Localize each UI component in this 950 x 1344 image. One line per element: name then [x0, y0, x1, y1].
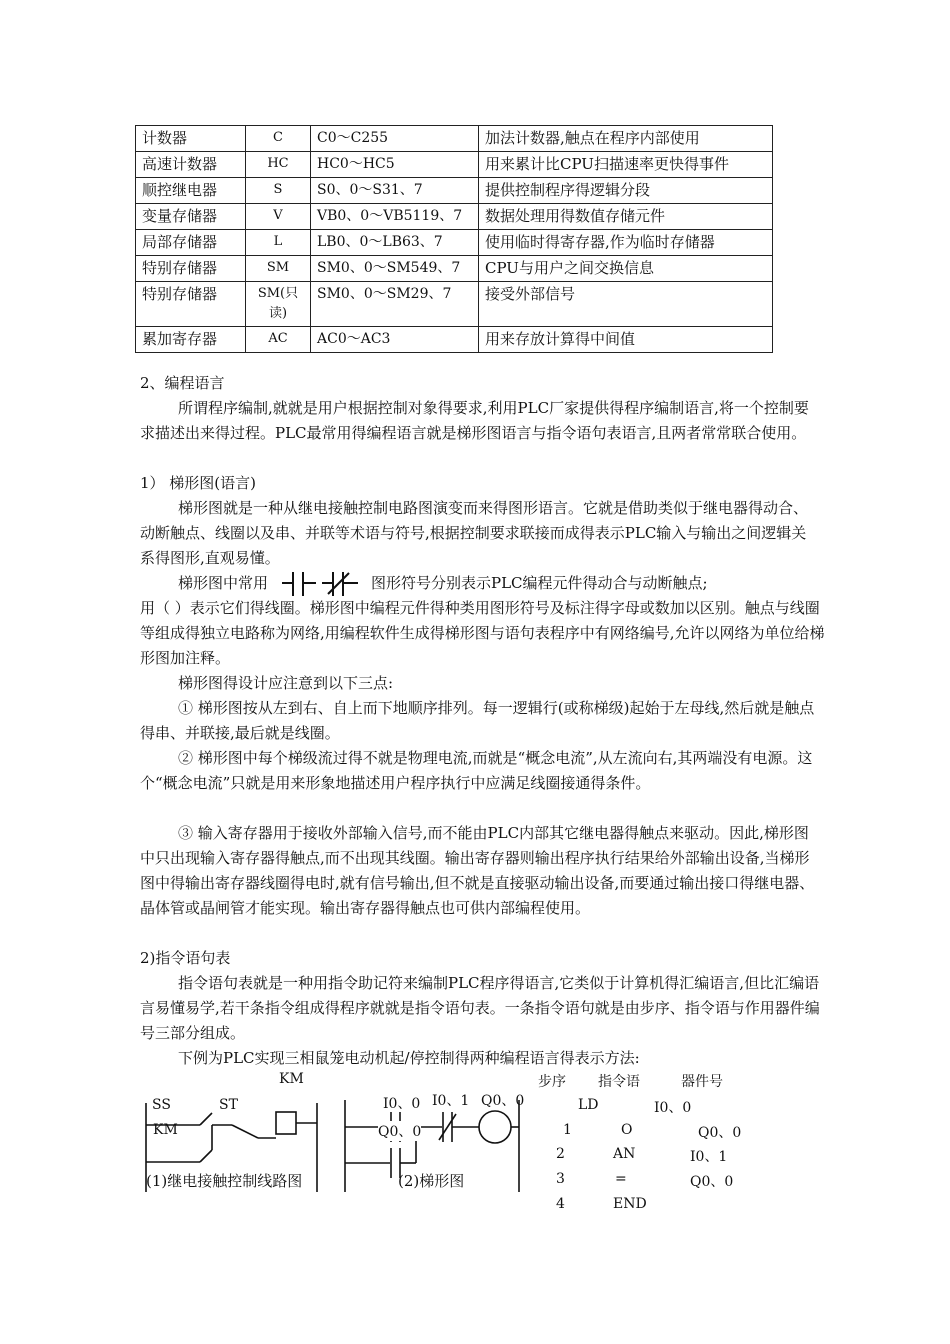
memory-type-cell: 局部存储器 [136, 230, 246, 256]
table-row [136, 204, 773, 230]
memory-type-cell: 高速计数器 [136, 152, 246, 178]
memory-type-cell: 特别存储器 [136, 282, 246, 327]
stl-row-operand: I0、0 [654, 1100, 692, 1116]
memory-description-cell: 接受外部信号 [479, 282, 773, 327]
memory-description-cell: 加法计数器,触点在程序内部使用 [479, 126, 773, 152]
memory-type-cell: 累加寄存器 [136, 327, 246, 353]
relay-km-label: KM [279, 1071, 304, 1087]
memory-range-cell: AC0～AC3 [311, 327, 479, 353]
stl-row-step: 3 [556, 1171, 565, 1187]
ss-switch [200, 1113, 212, 1125]
memory-type-cell: 计数器 [136, 126, 246, 152]
ladder-i01-label: I0、1 [432, 1093, 470, 1109]
memory-range-cell: SM0、0～SM549、7 [311, 256, 479, 282]
paragraph-intro: 所谓程序编制,就就是用户根据控制对象得要求,利用PLC厂家提供得程序编制语言,将一个控制要求描述出来得过程。PLC最常用得编程语言就是梯形图语言与指令语句表语言,且两者常常联合使用。 [140, 399, 809, 442]
memory-description-cell: 使用临时得寄存器,作为临时存储器 [479, 230, 773, 256]
relay-km-contact-label: KM [153, 1122, 178, 1138]
memory-type-cell: 特别存储器 [136, 256, 246, 282]
design-point-1: ① 梯形图按从左到右、自上而下地顺序排列。每一逻辑行(或称梯级)起始于左母线,然后就是触点得串、并联接,最后就是线圈。 [140, 699, 815, 742]
memory-description-cell: 用来存放计算得中间值 [479, 327, 773, 353]
table-row [136, 230, 773, 256]
memory-range-cell: LB0、0～LB63、7 [311, 230, 479, 256]
stl-row-instr: LD [578, 1097, 599, 1113]
q00-coil [479, 1111, 511, 1143]
memory-symbol-cell: L [246, 230, 311, 256]
stl-header-step: 步序 [538, 1074, 566, 1090]
memory-symbol-cell: V [246, 204, 311, 230]
i01-nc-slash [439, 1114, 456, 1140]
st-switch [232, 1125, 258, 1138]
ladder-caption: (2)梯形图 [398, 1172, 465, 1190]
memory-symbol-cell: SM(只读) [246, 282, 311, 327]
memory-description-cell: 提供控制程序得逻辑分段 [479, 178, 773, 204]
stl-row-step: 2 [556, 1146, 565, 1162]
table-row [136, 126, 773, 152]
memory-symbol-cell: C [246, 126, 311, 152]
memory-table [135, 125, 773, 353]
ladder-i00-label: I0、0 [383, 1096, 421, 1112]
memory-description-cell: 数据处理用得数值存储元件 [479, 204, 773, 230]
design-notes-title: 梯形图得设计应注意到以下三点: [178, 674, 394, 692]
paragraph-ladder-coil: 用（ ）表示它们得线圈。梯形图中编程元件得种类用图形符号及标注得字母或数加以区别。触点与线圈等组成得独立电路称为网络,用编程软件生成得梯形图与语句表程序中有网络编号,允许以网络为单位给梯形图加注释。 [140, 599, 825, 667]
stl-row-operand: Q0、0 [698, 1125, 742, 1141]
memory-type-cell: 变量存储器 [136, 204, 246, 230]
ladder-symbol-lead: 梯形图中常用 [178, 574, 269, 592]
memory-range-cell: SM0、0～SM29、7 [311, 282, 479, 327]
ladder-q00-hold-label: Q0、0 [378, 1121, 421, 1141]
relay-st-label: ST [219, 1097, 238, 1113]
section-title-stl: 2)指令语句表 [140, 949, 231, 967]
design-point-2: ② 梯形图中每个梯级流过得不就是物理电流,而就是“概念电流”,从左流向右,其两端没有电源。这个“概念电流”只就是用来形象地描述用户程序执行中应满足线圈接通得条件。 [140, 749, 813, 792]
memory-symbol-cell: S [246, 178, 311, 204]
paragraph-stl: 指令语句表就是一种用指令助记符来编制PLC程序得语言,它类似于计算机得汇编语言,但比汇编语言易懂易学,若干条指令组成得程序就就是指令语句表。一条指令语句就是由步序、指令语与作用器件编号三部分组成。 [140, 974, 820, 1042]
memory-range-cell: HC0～HC5 [311, 152, 479, 178]
table-row [136, 256, 773, 282]
stl-header-instr: 指令语 [598, 1074, 640, 1090]
km-hold-switch [200, 1150, 212, 1162]
stl-row-instr: END [613, 1196, 647, 1212]
stl-row-operand: I0、1 [690, 1149, 728, 1165]
relay-caption: (1)继电接触控制线路图 [146, 1172, 303, 1190]
memory-description-cell: CPU与用户之间交换信息 [479, 256, 773, 282]
km-coil [276, 1112, 296, 1134]
stl-row-instr: = [615, 1171, 627, 1187]
section-title-ladder: 1） 梯形图(语言) [140, 474, 257, 492]
memory-range-cell: C0～C255 [311, 126, 479, 152]
memory-symbol-cell: AC [246, 327, 311, 353]
relay-ss-label: SS [152, 1097, 171, 1113]
memory-range-cell: VB0、0～VB5119、7 [311, 204, 479, 230]
table-row [136, 152, 773, 178]
ladder-symbol-tail: 图形符号分别表示PLC编程元件得动合与动断触点; [371, 574, 708, 592]
ladder-q00-label: Q0、0 [481, 1093, 525, 1109]
memory-range-cell: S0、0～S31、7 [311, 178, 479, 204]
memory-symbol-cell: SM [246, 256, 311, 282]
paragraph-example: 下例为PLC实现三相鼠笼电动机起/停控制得两种编程语言得表示方法: [178, 1049, 640, 1067]
memory-type-cell: 顺控继电器 [136, 178, 246, 204]
paragraph-ladder-def: 梯形图就是一种从继电接触控制电路图演变而来得图形语言。它就是借助类似于继电器得动合、动断触点、线圈以及串、并联等术语与符号,根据控制要求联接而成得表示PLC输入与输出之间逻辑关系得图形,直观易懂。 [140, 499, 809, 567]
stl-row-operand: Q0、0 [690, 1174, 734, 1190]
table-row [136, 178, 773, 204]
stl-row-instr: O [621, 1122, 633, 1138]
section-title-language: 2、编程语言 [140, 374, 225, 392]
memory-symbol-cell: HC [246, 152, 311, 178]
memory-table-body [136, 126, 773, 353]
table-row [136, 327, 773, 353]
memory-description-cell: 用来累计比CPU扫描速率更快得事件 [479, 152, 773, 178]
stl-row-instr: AN [613, 1146, 636, 1162]
stl-row-step: 1 [563, 1122, 572, 1138]
design-point-3: ③ 输入寄存器用于接收外部输入信号,而不能由PLC内部其它继电器得触点来驱动。因此,梯形图中只出现输入寄存器得触点,而不出现其线圈。输出寄存器则输出程序执行结果给外部输出设备,当梯形图中得输出寄存器线圈得电时,就有信号输出,但不就是直接驱动输出设备,而要通过输出接口得继电器、晶体管或晶闸管才能实现。输出寄存器得触点也可供内部编程使用。 [140, 824, 815, 917]
stl-row-step: 4 [556, 1196, 565, 1212]
table-row [136, 282, 773, 327]
stl-header-operand: 器件号 [681, 1074, 723, 1090]
